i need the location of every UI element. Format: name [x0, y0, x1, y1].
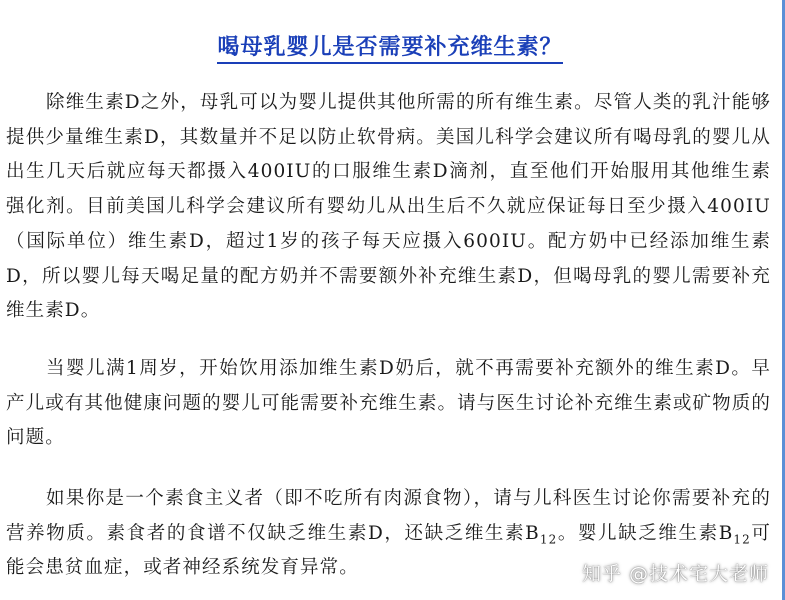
- page-title: [0, 30, 780, 61]
- paragraph-breastfeeding-vitamin-d: 除维生素D之外，母乳可以为婴儿提供其他所需的所有维生素。尽管人类的乳汁能够提供少量维生素D，其数量并不足以防止软骨病。美国儿科学会建议所有喝母乳的婴儿从出生几天后就应每天都摄入400IU的口服维生素D滴剂，直至他们开始服用其他维生素强化剂。目前美国儿科学会建议所有婴幼儿从出生后不久就应保证每日至少摄入400IU（国际单位）维生素D，超过1岁的孩子每天应摄入600IU。配方奶中已经添加维生素D，所以婴儿每天喝足量的配方奶并不需要额外补充维生素D，但喝母乳的婴儿需要补充维生素D。: [6, 92, 771, 322]
- page-title-text: 喝母乳婴儿是否需要补充维生素？: [217, 35, 562, 64]
- paragraph-vegetarian-text-1: 如果你是一个素食主义者（即不吃所有肉源食物），请与儿科医生讨论你需要补充的营养物质。素食者的食谱不仅缺乏维生素D，还缺乏维生素B: [6, 488, 771, 544]
- subscript-12: 12: [539, 532, 558, 547]
- paragraph-vegetarian-text-2: 。婴儿缺乏维生素B: [557, 522, 734, 544]
- paragraph-one-year-old: 当婴儿满1周岁，开始饮用添加维生素D奶后，就不再需要补充额外的维生素D。早产儿或有其他健康问题的婴儿可能需要补充维生素。请与医生讨论补充维生素或矿物质的问题。: [6, 358, 771, 449]
- zhihu-watermark: 知乎 @技术宅大老师: [581, 563, 769, 585]
- subscript-12: 12: [733, 532, 751, 547]
- paragraph-vegetarian-text-3: 可能会患贫血症，或者神经系统发育异常。: [6, 522, 771, 579]
